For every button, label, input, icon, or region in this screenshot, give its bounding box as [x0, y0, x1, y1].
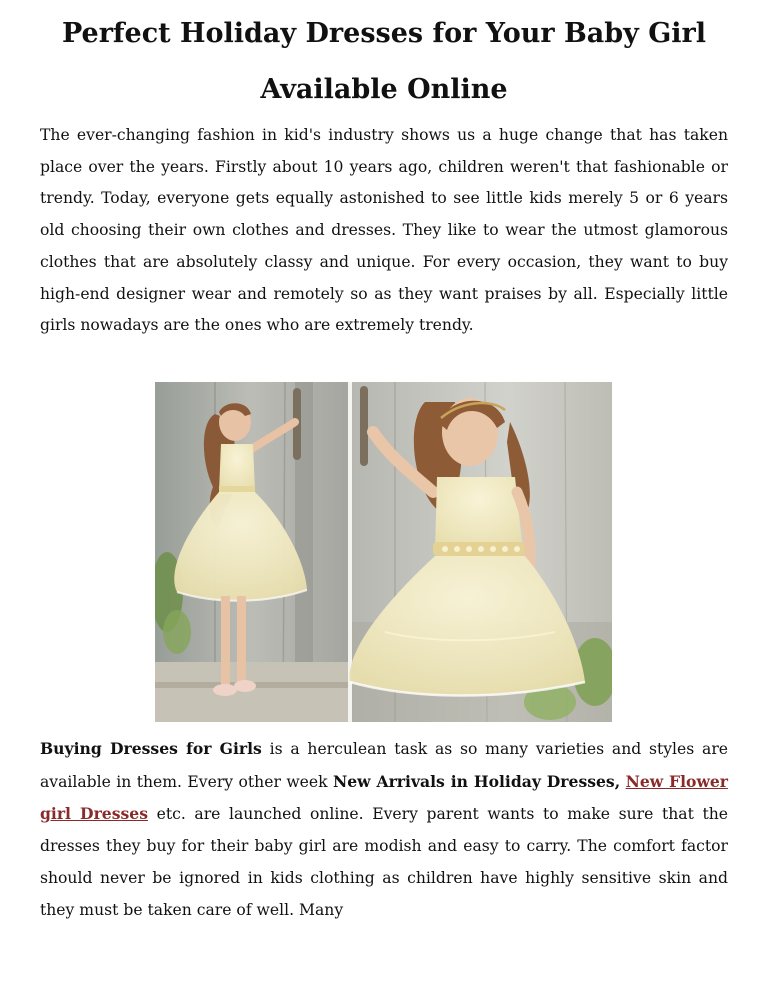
- girls-in-dresses-illustration: [155, 382, 612, 722]
- title-line-2: Available Online: [260, 74, 508, 105]
- product-photo: [155, 382, 612, 722]
- intro-paragraph: The ever-changing fashion in kid's industry shows us a huge change that has taken place over the years. Firstly about 10 years ago, children weren't that fashionable or trendy. Today, everyone gets equally astonished to see little kids merely 5 or 6 years old choosing their own clothes and dresses. They like to wear the utmost glamorous clothes that are absolutely classy and unique. For every occasion, they want to buy high-end designer wear and remotely so as they want praises by all. Especially little girls nowadays are the ones who are extremely trendy.: [40, 126, 728, 335]
- paragraph2-text-3: etc. are launched online. Every parent wants to make sure that the dresses they buy for their baby girl are modish and easy to carry. The comfort factor should never be ignored in kids clothing as children have highly sensitive skin and they must be taken care of well. Many: [40, 805, 728, 919]
- new-flower-girl-dresses-link[interactable]: New Flower girl Dresses: [40, 771, 729, 824]
- buying-dresses-paragraph: [40, 733, 728, 926]
- new-arrivals-bold: New Arrivals in Holiday Dresses,: [333, 771, 621, 791]
- paragraph2-text-1: is a herculean task as so many varieties and styles are available in them. Every other week: [40, 740, 729, 791]
- document-title: [40, 6, 728, 118]
- buying-dresses-bold: Buying Dresses for Girls: [40, 739, 262, 758]
- title-line-1: Perfect Holiday Dresses for Your Baby Girl: [61, 18, 707, 49]
